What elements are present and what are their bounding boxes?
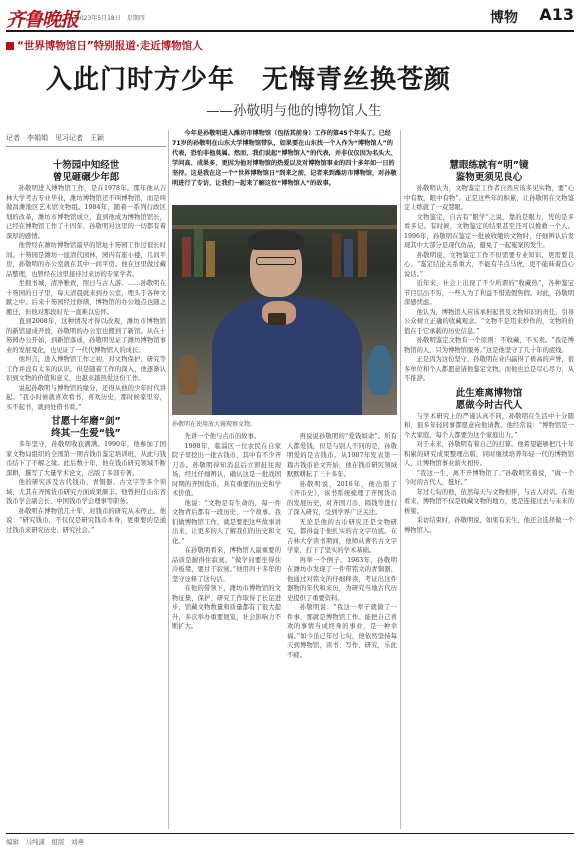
section-heading: 此生难离博物馆 愿做今时古代人 bbox=[455, 387, 523, 411]
body-paragraph: 多年坚守，孙敬明收获满满。1990年，他参加了国家文物局组织的全国第一期古钱币鉴定培训班，从此与钱币结下了不解之缘。此后数十年，他在钱币研究领域不断深耕，撰写了大量学术论文，出版了多部专著。 bbox=[6, 441, 166, 477]
issue-date: 2023年5月18日 星期四 bbox=[76, 15, 145, 22]
section-heading: 十笏园中知经世 曾见砸碾少年郎 bbox=[52, 160, 120, 183]
headline: 入此门时方少年 无悔青丝换苍颜 bbox=[46, 65, 452, 95]
body-paragraph: 他坦言，进入博物馆工作之初，对文物保护、研究等工作并没有太多的认识，但是随着工作的深入，他逐渐认识到文物的价值和意义，也越来越热爱这份工作。 bbox=[6, 356, 166, 382]
body-paragraph: 孙敬明认为，文物鉴定工作者自然应该多见实物，要“心中有数，眼中有物”。正是这些年的积累，让孙敬明在文物鉴定上练就了一双慧眼。 bbox=[404, 185, 574, 211]
photo-book bbox=[206, 241, 215, 277]
report-tag bbox=[6, 38, 203, 53]
column-rule bbox=[400, 130, 401, 829]
photo-book bbox=[358, 231, 367, 277]
body-paragraph: 采访结束时，孙敬明说，如果有来生，他还会选择做一个博物馆人。 bbox=[404, 517, 575, 534]
right-column bbox=[404, 160, 574, 535]
middle-column-a bbox=[172, 432, 281, 632]
photo-figure-hair bbox=[248, 230, 304, 250]
photo-jar bbox=[178, 355, 198, 395]
byline: 记者 李娟娟 见习记者 王颖 bbox=[6, 133, 166, 147]
intro-paragraph: 今年是孙敬明进入潍坊市博物馆（包括其前身）工作的第45个年头了。已经71岁的孙敬明在山东大学博物馆带队，如果要在山东找一个人作为“博物馆人”的代表，恐怕非他莫属。然而，我们说起“博物馆人”的代表，并非仅仅因为名头大、学问高、成果多，更因为他对博物馆的热爱以及对博物馆事业的四十多年如一日的坚持。这是我在这一个“世界博物馆日”到来之前，记者来到潍坊市博物馆，对孙敬明进行了专访，让我们一起来了解这位“博物馆人”的故事。 bbox=[172, 130, 397, 187]
body-paragraph: 无论是他的古币研究还是文物研究，都得益于他扎实的古文字功底。在吉林大学读书期间，他师从著名古文字学家，打下了坚实的学术基础。 bbox=[287, 518, 397, 554]
body-paragraph: 他曾经在潍坊博物馆最早的馆址十笏园工作过很长时间。十笏园是潍坊一座清代园林，园内有座小楼，几间平房，孙敬明的办公室就在其中一间平房。他在这里做过藏品整理，也曾经在这里接待过来访的专家学者。 bbox=[6, 242, 166, 278]
body-paragraph: 先讲一个他与古币的故事。 bbox=[184, 433, 261, 440]
body-paragraph: 在孙敬明看来，博物馆人最重要的品质是耐得住寂寞。“做学问要坐得住冷板凳，要甘于寂寞。”他用四十多年的坚守诠释了这句话。 bbox=[172, 547, 281, 583]
section-name: 博物 bbox=[490, 10, 518, 26]
body-paragraph: 说起孙敬明与博物馆的缘分，还得从他的少年时代讲起。“我小时候就喜欢看书，喜欢历史，那时候家里穷，买不起书，就到处借书看。” bbox=[6, 384, 166, 411]
photo-book bbox=[182, 237, 191, 277]
square-bullet-icon bbox=[6, 42, 14, 50]
photo-shelf bbox=[172, 225, 397, 229]
photo-artifact bbox=[268, 313, 286, 325]
body-paragraph: 他认为，博物馆人应该承担起普及文物知识的责任，引导公众树立正确的收藏观念。“文物不是用来炒作的，文物的价值在于它承载的历史信息。” bbox=[404, 308, 575, 335]
body-paragraph: 文物鉴定，自古有“眼学”之说，靠的是眼力，凭的是多看多记。有时候，文物鉴定的结果甚至还可以挽救一个人。1996年，孙敬明在鉴定一批被收缴的文物时，仔细辨认后发现其中大部分是现代仿品，避免了一起冤案的发生。 bbox=[404, 213, 574, 249]
middle-column-b bbox=[287, 432, 397, 660]
subheadline: ——孙敬明与他的博物馆人生 bbox=[206, 103, 382, 119]
body-paragraph: 再举一个例子。1983年，孙敬明在潍坊市发现了一件带铭文的青铜器，他通过对铭文的仔细释读，考证出这件器物的年代和来历，为研究当地古代历史提供了重要资料。 bbox=[287, 556, 397, 602]
left-paragraphs bbox=[6, 184, 166, 412]
masthead bbox=[6, 4, 574, 32]
section-heading: 甘愿十年磨“剑” 终其一生爱“钱” bbox=[51, 416, 121, 439]
photo-book bbox=[344, 239, 353, 277]
body-paragraph: 在他的带领下，潍坊市博物馆的文物征集、保护、研究工作取得了长足进步，馆藏文物数量和质量都有了很大提升，多次举办重要展览，社会影响力不断扩大。 bbox=[172, 585, 281, 630]
photo-glasses bbox=[256, 257, 296, 265]
report-tag-text: “世界博物馆日”特别报道·走近博物馆人 bbox=[17, 40, 203, 52]
page-footer: 编辑 马纯潇 组版 刘燕 bbox=[6, 833, 574, 847]
right-paragraphs-2 bbox=[404, 412, 574, 536]
body-paragraph: 再说说孙敬明的“爱钱如命”。所有人都爱钱，但是与别人不同的是，孙敬明爱的是古钱币。从1987年发表第一篇古钱币论文开始，他在钱币研究领域默默耕耘了三十多年。 bbox=[287, 433, 397, 478]
body-paragraph: 孙敬明在博物馆几十年，对钱币的研究从未停止。他说：“研究钱币，不仅仅是研究钱币本身，更重要的是通过钱币来研究历史、研究社会。” bbox=[6, 507, 166, 534]
right-paragraphs bbox=[404, 184, 574, 384]
body-paragraph: 孙敬明说：“我这一辈子就做了一件事，那就是博物馆工作。能把自己喜欢的事情当成终身的事业，是一种幸福。”如今虽已年过七旬，他依然坚持每天到博物馆，读书、写作、研究，乐此不疲。 bbox=[287, 604, 397, 659]
body-paragraph: 孙敬明说，文物鉴定工作不但需要专业知识，更需要良心。“鉴定结论关系重大，不能有半点马虎，更不能昧着良心说话。” bbox=[404, 251, 574, 278]
body-paragraph: 正是因为这份坚守，孙敬明在业内赢得了极高的声誉，很多单位和个人都愿意请他鉴定文物。而他也总是尽心尽力，从不推辞。 bbox=[404, 356, 575, 382]
body-paragraph: 孙敬明说，2016年，他出版了《齐币史》，该书系统梳理了齐国货币的发展历史，对齐国刀币、圆钱等进行了深入研究，受到学界广泛关注。 bbox=[287, 480, 397, 516]
body-paragraph: 孙敬明进入博物馆工作，是在1978年。那年他从吉林大学考古专业毕业，潍坊博物馆还不叫博物馆，而是叫做昌潍地区艺术馆文物组。1984年，随着一系列行政区划的改革，潍坊市博物馆成立，直到他成为博物馆馆长，已经在博物馆工作了十四年，孙敬明对这里的一切都有着深厚的感情。 bbox=[6, 185, 166, 240]
body-paragraph: 1998年，临淄区一位农民在自家院子里挖出一批古钱币，其中有不少齐刀币。孙敬明得知消息后立即赶往现场，经过仔细辨认，确认这是一批战国时期的齐国货币，具有重要的历史和学术价值。 bbox=[172, 442, 281, 497]
body-paragraph: 他说：“文物是有生命的，每一件文物背后都有一段历史、一个故事。我们做博物馆工作，就是要把这些故事讲出来，让更多的人了解我们的历史和文化。” bbox=[172, 499, 281, 545]
left-column bbox=[6, 160, 166, 535]
newspaper-logo: 齐鲁晚报 bbox=[6, 9, 79, 31]
body-paragraph: 对于未来，孙敬明有着自己的打算。他希望能够把几十年积累的研究成果整理出版，同时继续培养年轻一代的博物馆人，让博物馆事业薪火相传。 bbox=[404, 441, 575, 467]
body-paragraph: 他的研究涉及古代钱币、青铜器、古文字等多个领域，尤其在齐国货币研究方面成果颇丰。他曾担任山东省钱币学会副会长、中国钱币学会理事等职务。 bbox=[6, 479, 166, 505]
page-number: A13 bbox=[539, 5, 574, 24]
body-paragraph: 与学术研究上的严谨认真不同，孙敬明在生活中十分随和，很多年轻同事都愿意向他请教。他经常说：“博物馆是一个大家庭，每个人都要为这个家庭出力。” bbox=[404, 412, 574, 439]
body-paragraph: 孙敬明鉴定文物有一个原则：不收藏，不买卖。“我是博物馆的人，只为博物馆服务。”这是他坚守了几十年的底线。 bbox=[404, 337, 574, 354]
body-paragraph: “我这一生，离不开博物馆了。”孙敬明笑着说，“做一个今时的古代人，挺好。” bbox=[404, 469, 574, 486]
body-paragraph: 近年来，社会上出现了不少所谓的“收藏热”，各种鉴宝节目层出不穷，一些人为了利益不惜造假售假。对此，孙敬明深感忧虑。 bbox=[404, 280, 575, 306]
left-paragraphs-2 bbox=[6, 440, 166, 535]
column-rule bbox=[168, 130, 169, 829]
photo-vase bbox=[368, 345, 392, 395]
body-paragraph: 年过七旬的他，依然每天与文物相伴，与古人对话。在他看来，博物馆不仅是收藏文物的地方，更是连接过去与未来的桥梁。 bbox=[404, 488, 575, 515]
photo-book bbox=[332, 233, 341, 277]
body-paragraph: 直到2008年，这种情况才得以改观，潍坊市博物馆的新馆建成开放，孙敬明的办公室也搬到了新馆。从在十笏园办公开始，到新馆落成，孙敬明见证了潍坊博物馆事业的发展变化，也见证了一代代博物馆人的成长。 bbox=[6, 318, 166, 354]
photo-book bbox=[194, 229, 203, 277]
section-heading: 慧眼练就有“明”镜 鉴物更须见良心 bbox=[449, 160, 529, 183]
body-paragraph: 坐拥书城，清净雅致，照日与古人游。……孙敬明在十笏园的日子里，每天清晨就来到办公室，埋头于各种文献之中。后来十笏园经过修缮，博物馆的办公地点也随之搬迁，但他对那段时光一直难以忘怀。 bbox=[6, 280, 166, 316]
photo-caption: 孙敬明在使用放大镜观察文物。 bbox=[172, 421, 257, 428]
portrait-photo bbox=[172, 205, 397, 415]
